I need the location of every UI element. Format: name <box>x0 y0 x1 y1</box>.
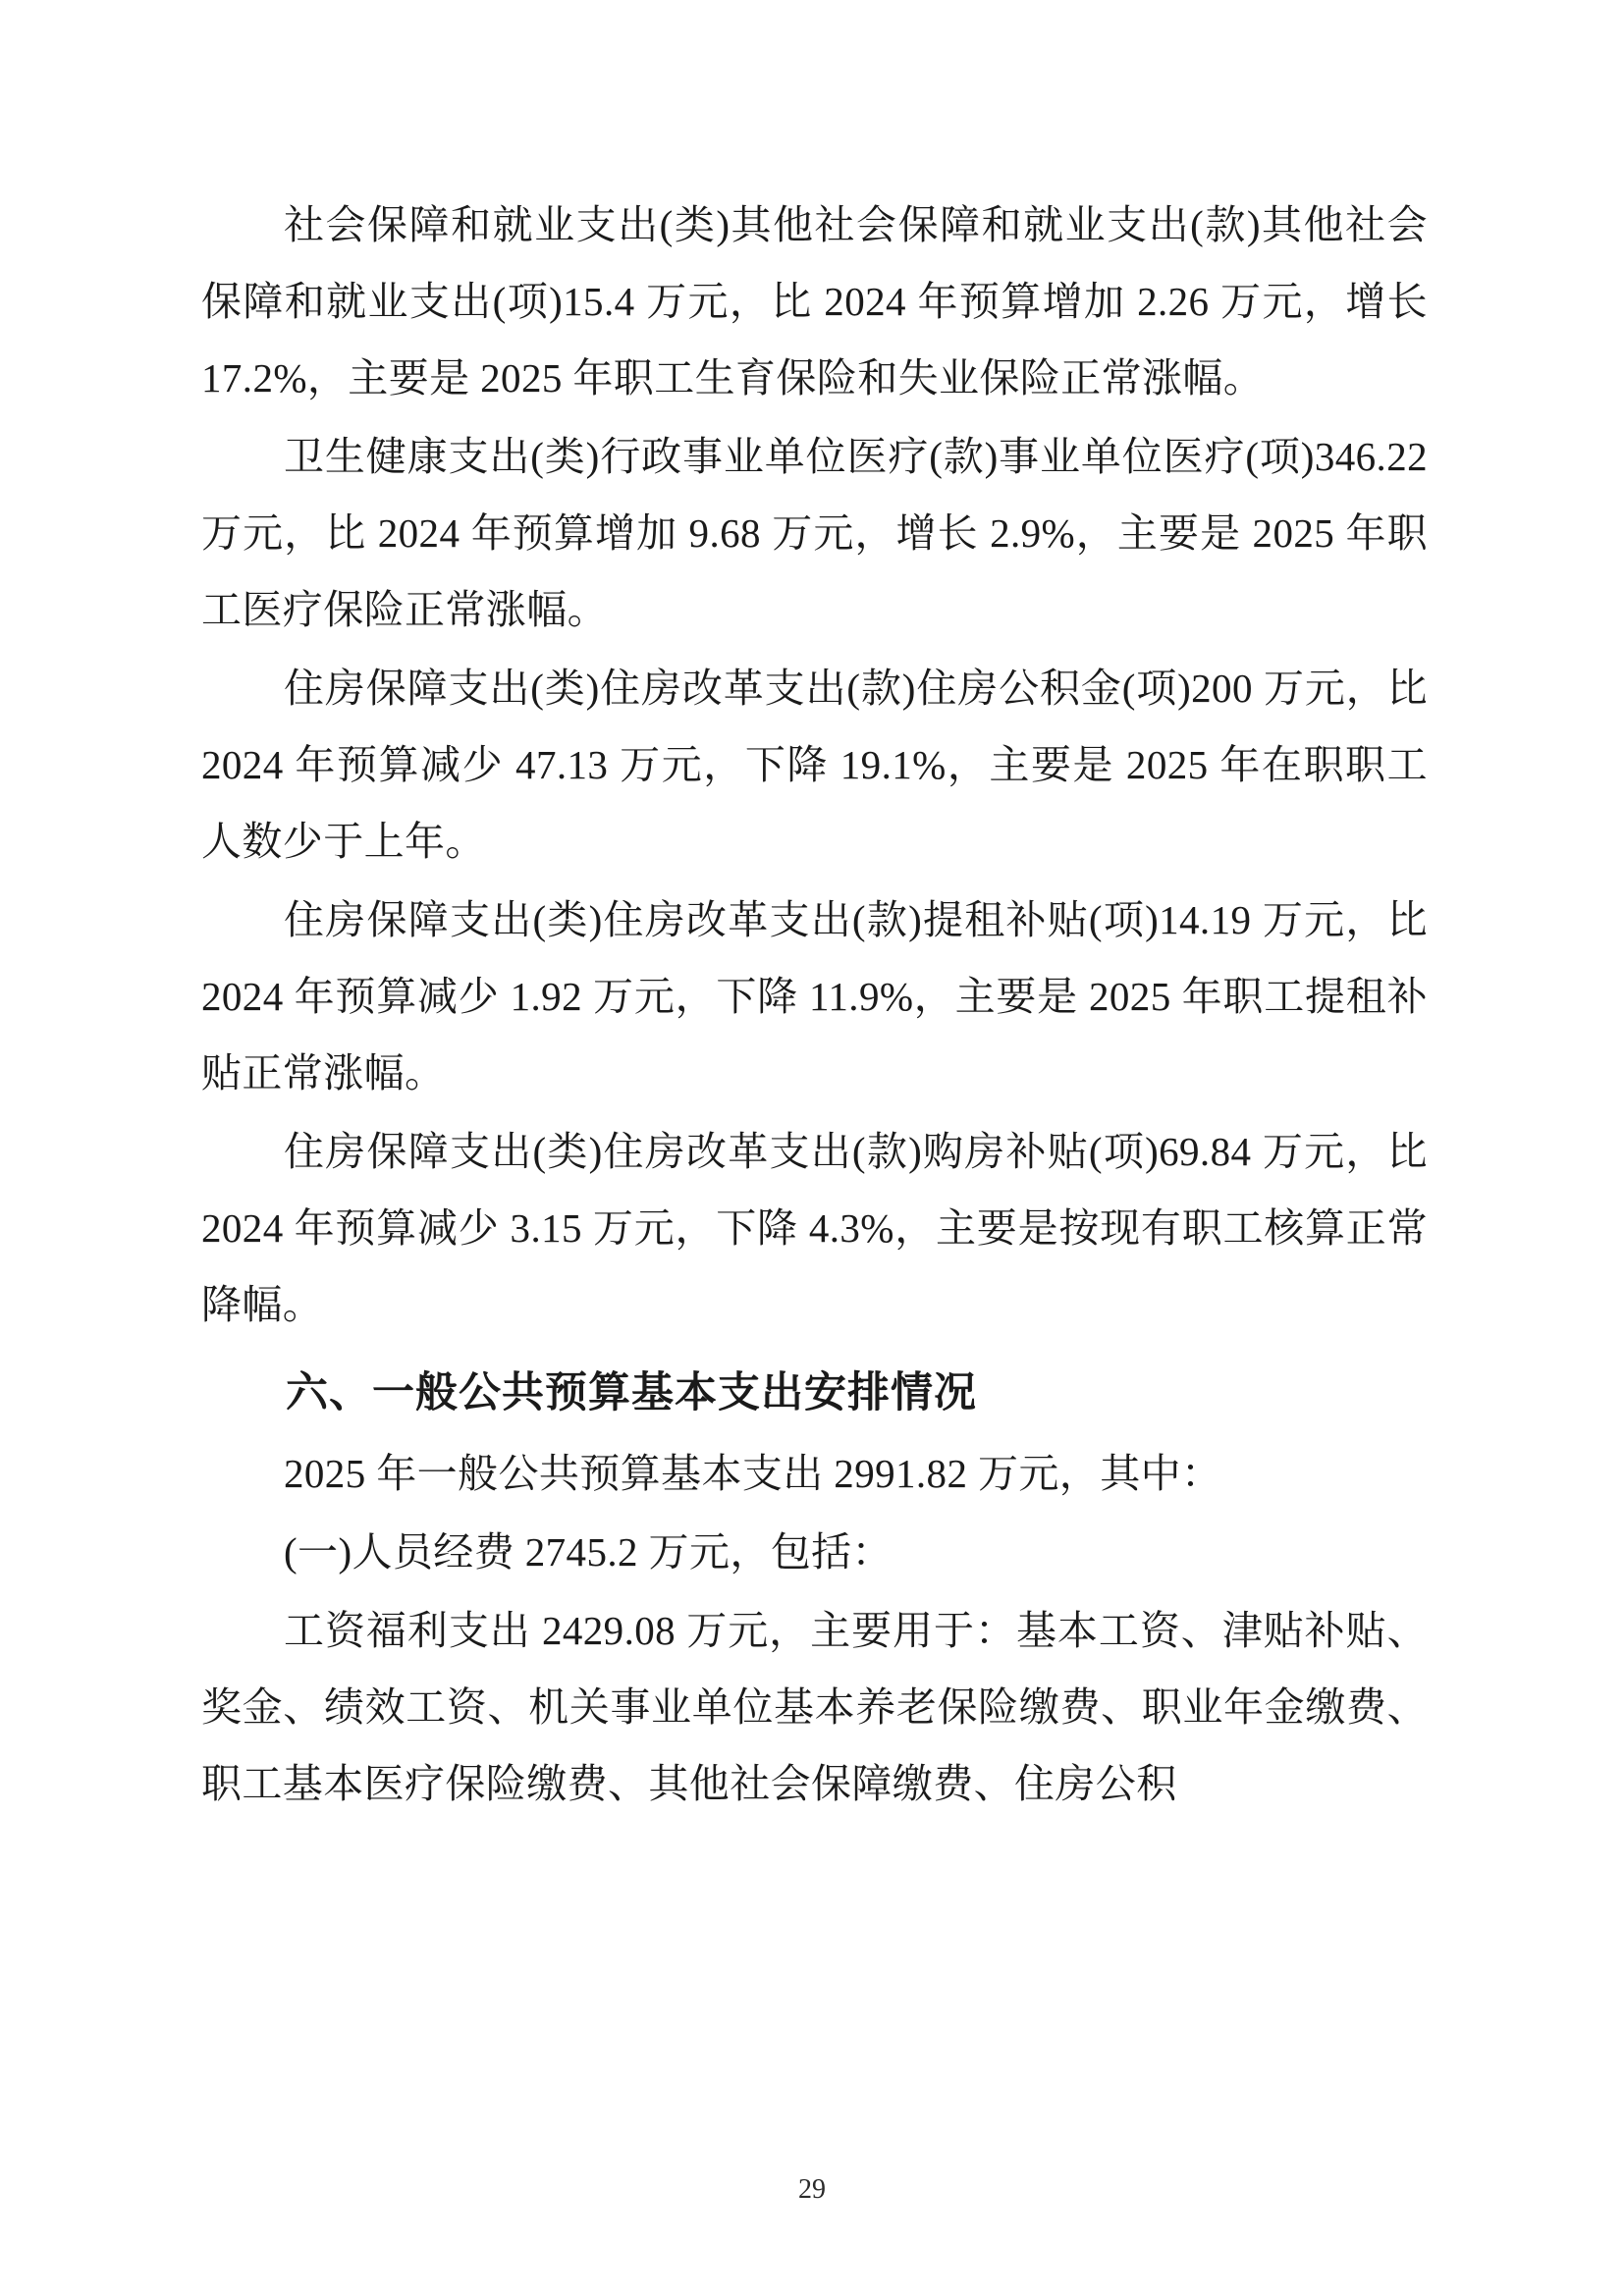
paragraph-housing-fund: 住房保障支出(类)住房改革支出(款)住房公积金(项)200 万元，比 2024 年预算减少 47.13 万元，下降 19.1%，主要是 2025 年在职职工人数少于上年。 <box>201 666 1428 864</box>
paragraph-basic-expenditure-total: 2025 年一般公共预算基本支出 2991.82 万元，其中： <box>284 1451 1222 1496</box>
page-number: 29 <box>798 2174 826 2205</box>
paragraph-personnel-cost: (一)人员经费 2745.2 万元，包括： <box>284 1529 893 1575</box>
paragraph-social-security: 社会保障和就业支出(类)其他社会保障和就业支出(款)其他社会保障和就业支出(项)15.4 万元，比 2024 年预算增加 2.26 万元，增长 17.2%，主要是 2025 年职工生育保险和失业保险正常涨幅。 <box>201 202 1428 400</box>
paragraph-health: 卫生健康支出(类)行政事业单位医疗(款)事业单位医疗(项)346.22 万元，比 2024 年预算增加 9.68 万元，增长 2.9%，主要是 2025 年职工医疗保险正常涨幅。 <box>201 434 1428 632</box>
paragraph-purchase-subsidy: 住房保障支出(类)住房改革支出(款)购房补贴(项)69.84 万元，比 2024 年预算减少 3.15 万元，下降 4.3%，主要是按现有职工核算正常降幅。 <box>201 1129 1428 1327</box>
section-heading: 六、一般公共预算基本支出安排情况 <box>286 1369 977 1416</box>
paragraph-rent-subsidy: 住房保障支出(类)住房改革支出(款)提租补贴(项)14.19 万元，比 2024 年预算减少 1.92 万元，下降 11.9%，主要是 2025 年职工提租补贴正常涨幅。 <box>201 897 1428 1095</box>
paragraph-salary-benefits: 工资福利支出 2429.08 万元，主要用于：基本工资、津贴补贴、奖金、绩效工资、机关事业单位基本养老保险缴费、职业年金缴费、职工基本医疗保险缴费、其他社会保障缴费、住房公积 <box>201 1608 1428 1806</box>
